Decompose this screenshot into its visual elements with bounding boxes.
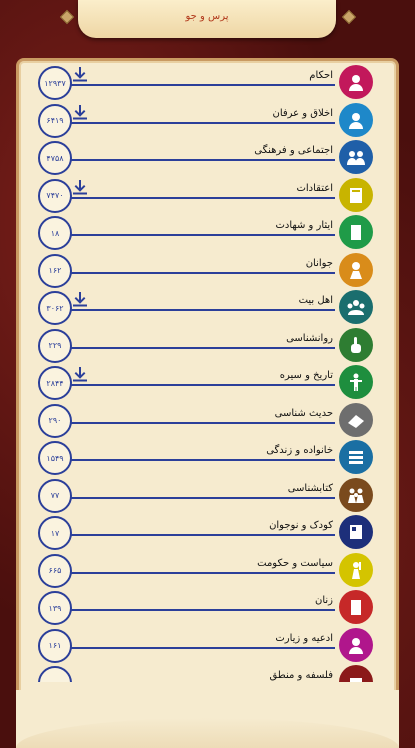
count-badge: ۱۶۱ bbox=[38, 629, 72, 663]
count-badge: ۲۹۰ bbox=[38, 404, 72, 438]
category-label: سیاست و حکومت bbox=[257, 557, 333, 569]
scroll-icon bbox=[339, 665, 373, 682]
count-badge: ۲۸۴۴ bbox=[38, 366, 72, 400]
red-book-icon bbox=[339, 590, 373, 624]
count-badge: ۱۲۹۳۷ bbox=[38, 66, 72, 100]
category-label: حدیث شناسی bbox=[274, 407, 333, 419]
row-divider bbox=[70, 347, 335, 349]
row-divider bbox=[70, 159, 335, 161]
row-divider bbox=[70, 459, 335, 461]
category-label: احکام bbox=[309, 70, 333, 81]
child-icon bbox=[339, 515, 373, 549]
count-badge: ۷۴۷۰ bbox=[38, 179, 72, 213]
woman-icon bbox=[339, 628, 373, 662]
youth-icon bbox=[339, 253, 373, 287]
count-badge: ۱۸ bbox=[38, 216, 72, 250]
category-label: جوانان bbox=[305, 257, 333, 269]
count-badge: ۱۷ bbox=[38, 516, 72, 550]
list-item[interactable] bbox=[18, 250, 381, 288]
panel-bottom bbox=[16, 690, 399, 748]
count-badge: ۱۵۴۹ bbox=[38, 441, 72, 475]
raised-hand-icon bbox=[339, 553, 373, 587]
download-icon[interactable] bbox=[72, 179, 88, 195]
header-tab bbox=[78, 0, 336, 38]
count-badge: ۴۷۵۸ bbox=[38, 141, 72, 175]
row-divider bbox=[70, 272, 335, 274]
people-icon bbox=[339, 140, 373, 174]
category-label: کتابشناسی bbox=[287, 482, 333, 494]
page-title: پرس و جو bbox=[185, 10, 229, 22]
category-label: ادعیه و زیارت bbox=[275, 632, 333, 644]
category-label: فلسفه و منطق bbox=[269, 670, 333, 681]
category-label: تاریخ و سیره bbox=[279, 370, 333, 381]
count-badge: ۶۶۵ bbox=[38, 554, 72, 588]
list-item[interactable] bbox=[18, 550, 381, 588]
left-ornament bbox=[60, 10, 74, 24]
group-icon bbox=[339, 290, 373, 324]
row-divider bbox=[70, 122, 335, 124]
list-item[interactable] bbox=[18, 212, 381, 250]
count-badge: ۶۴۱۹ bbox=[38, 104, 72, 138]
list-item[interactable] bbox=[18, 325, 381, 363]
list-item[interactable] bbox=[18, 100, 381, 138]
list-item[interactable] bbox=[18, 362, 381, 400]
row-divider bbox=[70, 647, 335, 649]
row-divider bbox=[70, 197, 335, 199]
eraser-icon bbox=[339, 403, 373, 437]
count-badge: ۳۰۶۲ bbox=[38, 291, 72, 325]
standing-person-icon bbox=[339, 365, 373, 399]
download-icon[interactable] bbox=[72, 66, 88, 82]
row-divider bbox=[70, 497, 335, 499]
category-label: روانشناسی bbox=[286, 332, 333, 344]
list-item[interactable] bbox=[18, 512, 381, 550]
category-label: خانواده و زندگی bbox=[266, 445, 333, 456]
list-item[interactable] bbox=[18, 625, 381, 663]
list-item[interactable] bbox=[18, 137, 381, 175]
book-icon bbox=[339, 178, 373, 212]
row-divider bbox=[70, 572, 335, 574]
person-bust-icon bbox=[339, 103, 373, 137]
panel-curl bbox=[16, 718, 399, 748]
list-item[interactable] bbox=[18, 62, 381, 100]
count-badge: ۲۲۹ bbox=[38, 329, 72, 363]
row-divider bbox=[70, 422, 335, 424]
category-label: اخلاق و عرفان bbox=[272, 107, 333, 119]
download-icon[interactable] bbox=[72, 291, 88, 307]
count-badge: ۱۳۹ bbox=[38, 591, 72, 625]
list-item[interactable] bbox=[18, 175, 381, 213]
row-divider bbox=[70, 384, 335, 386]
row-divider bbox=[70, 84, 335, 86]
row-divider bbox=[70, 309, 335, 311]
book-green-icon bbox=[339, 215, 373, 249]
download-icon[interactable] bbox=[72, 104, 88, 120]
category-label: زنان bbox=[314, 595, 333, 606]
category-label: اعتقادات bbox=[296, 182, 333, 194]
hand-pointer-icon bbox=[339, 328, 373, 362]
category-label: کودک و نوجوان bbox=[269, 520, 333, 531]
stack-books-icon bbox=[339, 440, 373, 474]
list-item[interactable] bbox=[18, 475, 381, 513]
category-label: ایثار و شهادت bbox=[275, 220, 333, 231]
right-ornament bbox=[342, 10, 356, 24]
row-divider bbox=[70, 234, 335, 236]
list-item[interactable] bbox=[18, 437, 381, 475]
row-divider bbox=[70, 534, 335, 536]
row-divider bbox=[70, 609, 335, 611]
download-icon[interactable] bbox=[72, 366, 88, 382]
count-badge: ۷۷ bbox=[38, 479, 72, 513]
list-item[interactable] bbox=[18, 587, 381, 625]
category-list[interactable] bbox=[18, 62, 381, 682]
list-item[interactable] bbox=[18, 662, 381, 682]
count-badge: ۱۶۲ bbox=[38, 254, 72, 288]
person-question-icon bbox=[339, 65, 373, 99]
count-badge bbox=[38, 666, 72, 682]
category-label: اجتماعی و فرهنگی bbox=[254, 145, 333, 156]
list-item[interactable] bbox=[18, 400, 381, 438]
family-icon bbox=[339, 478, 373, 512]
category-label: اهل بیت bbox=[298, 295, 333, 306]
list-item[interactable] bbox=[18, 287, 381, 325]
